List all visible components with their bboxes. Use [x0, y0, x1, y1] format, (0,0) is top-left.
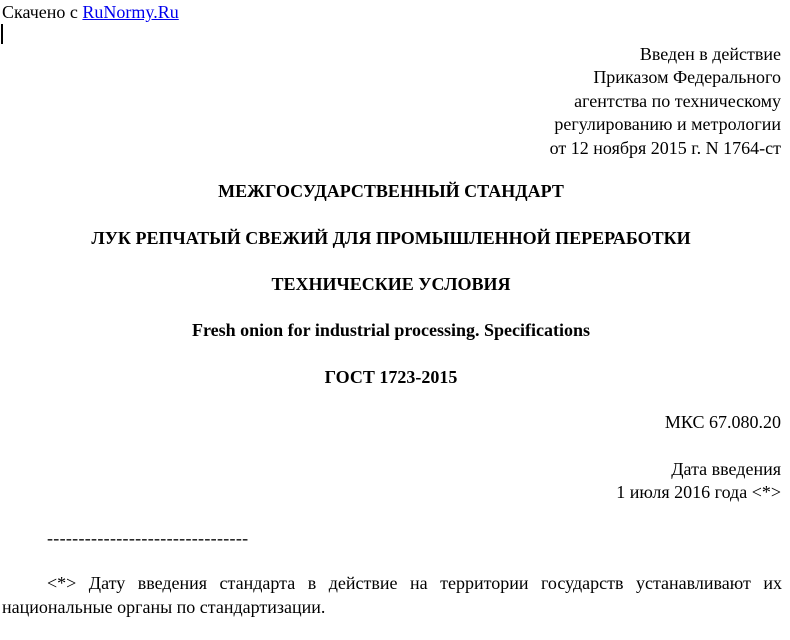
- standard-name-heading: ЛУК РЕПЧАТЫЙ СВЕЖИЙ ДЛЯ ПРОМЫШЛЕННОЙ ПЕРЕРАБОТКИ: [91, 228, 691, 248]
- standard-type-heading: МЕЖГОСУДАРСТВЕННЫЙ СТАНДАРТ: [218, 181, 564, 201]
- mks-code: МКС 67.080.20: [664, 412, 781, 432]
- english-title-heading: Fresh onion for industrial processing. Specifications: [191, 320, 591, 340]
- text-cursor: [1, 24, 3, 44]
- standard-subtitle-heading: ТЕХНИЧЕСКИЕ УСЛОВИЯ: [271, 274, 511, 294]
- footnote-separator: --------------------------------: [47, 528, 249, 548]
- introduction-date-block: [616, 458, 781, 505]
- enactment-line: агентства по техническому: [574, 90, 781, 111]
- enactment-line: от 12 ноября 2015 г. N 1764-ст: [549, 137, 781, 158]
- enactment-line: Приказом Федерального: [593, 67, 781, 88]
- source-link[interactable]: RuNormy.Ru: [82, 2, 179, 22]
- enactment-block: [550, 43, 781, 160]
- introduction-date-value: 1 июля 2016 года <*>: [616, 482, 781, 503]
- footnote-text: <*> Дату введения стандарта в действие на территории государств устанавливают их национальные органы по стандартизации.: [2, 573, 782, 617]
- gost-code-heading: ГОСТ 1723-2015: [324, 367, 458, 387]
- introduction-date-label: Дата введения: [671, 459, 781, 479]
- source-line: [2, 2, 179, 22]
- enactment-line: Введен в действие: [639, 44, 781, 64]
- source-prefix: Скачено с: [2, 2, 78, 22]
- enactment-line: регулированию и метрологии: [554, 114, 781, 135]
